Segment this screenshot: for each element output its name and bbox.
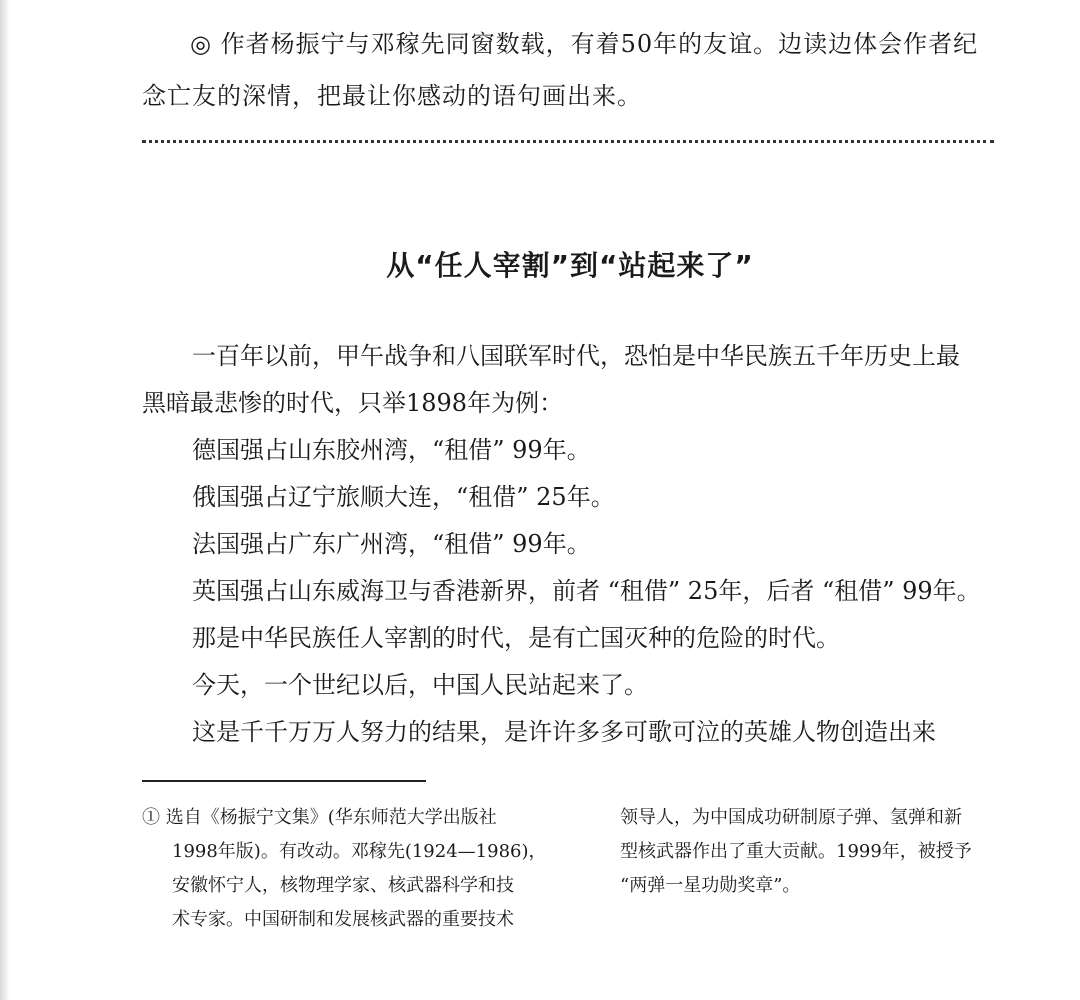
footnote-line-4: 术专家。中国研制和发展核武器的重要技术 <box>172 909 514 930</box>
paragraph-3: 俄国强占辽宁旅顺大连，“租借” 25年。 <box>192 483 615 511</box>
article-title: 从“任人宰割”到“站起来了” <box>386 249 754 282</box>
footnote-right-column <box>620 801 1010 903</box>
footnote-line-6: 型核武器作出了重大贡献。1999年，被授予 <box>620 841 972 862</box>
footnote-line-1: ① 选自《杨振宁文集》(华东师范大学出版社 <box>142 807 497 828</box>
article-body <box>142 333 1000 756</box>
reading-guide-line-2: 念亡友的深情，把最让你感动的语句画出来。 <box>142 82 642 110</box>
footnote-rule <box>142 780 426 782</box>
paragraph-1-line-1: 一百年以前，甲午战争和八国联军时代，恐怕是中华民族五千年历史上最 <box>192 342 960 370</box>
footnote-line-7: “两弹一星功勋奖章”。 <box>620 875 801 896</box>
reading-guide <box>142 18 1000 122</box>
page-edge-shadow <box>0 0 10 1000</box>
footnote-left-column <box>142 801 562 937</box>
footnote-line-2: 1998年版)。有改动。邓稼先(1924—1986)， <box>172 841 547 862</box>
paragraph-7: 今天，一个世纪以后，中国人民站起来了。 <box>192 671 648 699</box>
footnote-line-3: 安徽怀宁人，核物理学家、核武器科学和技 <box>172 875 514 896</box>
paragraph-5: 英国强占山东威海卫与香港新界，前者 “租借” 25年，后者 “租借” 99年。 <box>192 577 981 605</box>
paragraph-6: 那是中华民族任人宰割的时代，是有亡国灭种的危险的时代。 <box>192 624 840 652</box>
paragraph-1-line-2: 黑暗最悲惨的时代，只举1898年为例： <box>142 389 564 417</box>
footnote-line-5: 领导人，为中国成功研制原子弹、氢弹和新 <box>620 807 962 828</box>
paragraph-4: 法国强占广东广州湾，“租借” 99年。 <box>192 530 591 558</box>
paragraph-8: 这是千千万万人努力的结果，是许许多多可歌可泣的英雄人物创造出来 <box>192 718 936 746</box>
dotted-divider <box>142 140 994 143</box>
paragraph-2: 德国强占山东胶州湾，“租借” 99年。 <box>192 436 591 464</box>
reading-guide-line-1: ◎ 作者杨振宁与邓稼先同窗数载，有着50年的友谊。边读边体会作者纪 <box>190 30 979 58</box>
